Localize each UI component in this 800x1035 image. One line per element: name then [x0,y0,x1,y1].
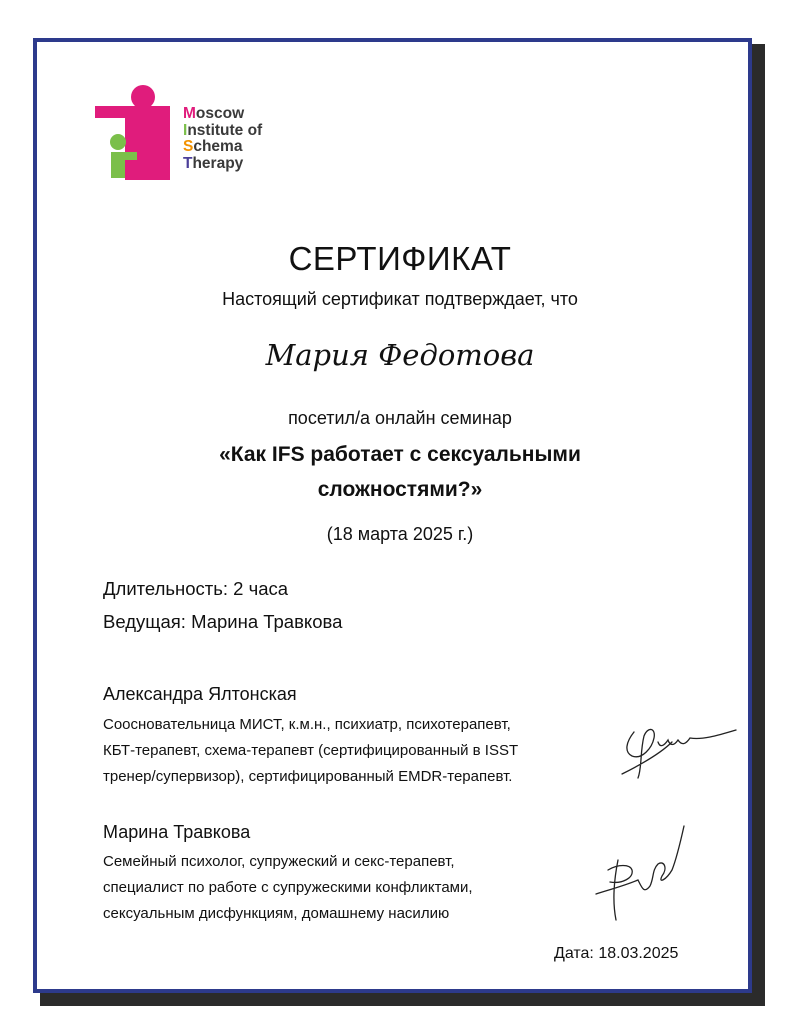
signer-2-description [103,849,473,927]
signer-2-name: Марина Травкова [103,822,251,842]
issue-date: Дата: 18.03.2025 [554,945,679,962]
attended-text: посетил/а онлайн семинар [288,408,512,428]
seminar-title-line2: сложностями?» [317,478,483,501]
seminar-title [0,437,800,507]
signer-1-desc-line: тренер/супервизор), сертифицированный EMDR-терапевт. [103,768,513,785]
signer-2-desc-line: сексуальным дисфункциям, домашнему насилию [103,905,450,922]
host-text: Ведущая: Марина Травкова [103,611,343,632]
certificate-title: СЕРТИФИКАТ [288,240,512,277]
seminar-date: (18 марта 2025 г.) [326,524,474,544]
institute-logo-text: Moscow Institute of Schema Therapy [183,105,263,172]
certificate-subtitle: Настоящий сертификат подтверждает, что [222,289,578,309]
signature-1-icon [612,712,742,784]
signer-1-desc-line: КБТ-терапевт, схема-терапевт (сертифицированный в ISST [103,742,519,759]
duration-text: Длительность: 2 часа [103,578,289,599]
signer-1-name: Александра Ялтонская [103,684,297,704]
signer-2-desc-line: специалист по работе с супружескими конфликтами, [103,879,473,896]
signer-1-description [103,712,518,790]
seminar-title-line1: «Как IFS работает с сексуальными [219,443,581,466]
signer-1-desc-line: Соосновательница МИСТ, к.м.н., психиатр, психотерапевт, [103,716,511,733]
recipient-name: Мария Федотова [265,338,535,372]
signature-2-icon [588,820,698,930]
signer-2-desc-line: Семейный психолог, супружеский и секс-терапевт, [103,853,455,870]
